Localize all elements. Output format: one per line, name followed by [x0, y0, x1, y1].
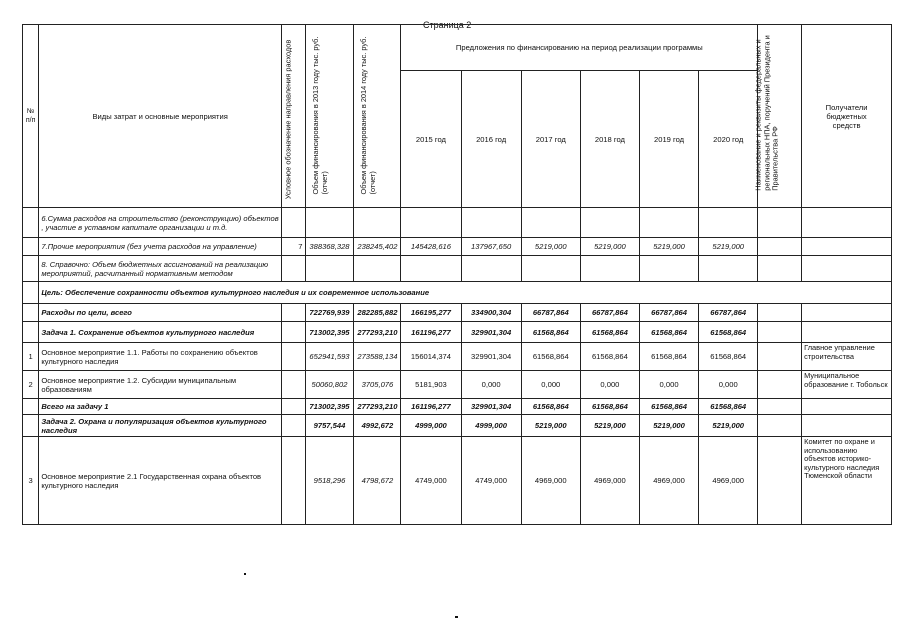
row-value: 66787,864 [521, 304, 580, 322]
row-value: 50060,802 [305, 371, 354, 399]
header-proposals: Предложения по финансированию на период реализации программы [401, 25, 758, 71]
row-recipient: Главное управление строительства [802, 343, 892, 371]
row-value: 5219,000 [580, 415, 639, 437]
row-value [521, 256, 580, 282]
header-num: № п/п [23, 25, 39, 208]
row-value: 61568,864 [699, 343, 758, 371]
row-num [23, 282, 39, 304]
row-value: 0,000 [461, 371, 521, 399]
row-value [639, 256, 698, 282]
row-value: 5219,000 [639, 238, 698, 256]
row-value: 9757,544 [305, 415, 354, 437]
row-value: 713002,395 [305, 322, 354, 343]
row-recipient: Муниципальное образование г. Тобольск [802, 371, 892, 399]
row-num: 2 [23, 371, 39, 399]
row-value: 66787,864 [699, 304, 758, 322]
row-value [580, 256, 639, 282]
row-value: 273588,134 [354, 343, 401, 371]
row-value [401, 208, 461, 238]
header-year-2015: 2015 год [401, 71, 461, 208]
row-value: 722769,939 [305, 304, 354, 322]
row-value: 4749,000 [401, 437, 461, 525]
row-value: 61568,864 [580, 322, 639, 343]
row-value: 4999,000 [461, 415, 521, 437]
header-fin-2014: Объем финансирования в 2014 году тыс. руб.(отчет) [354, 25, 401, 208]
row-recipient [802, 256, 892, 282]
row-value: 61568,864 [639, 322, 698, 343]
row-value: 0,000 [639, 371, 698, 399]
table-row [23, 437, 892, 525]
row-value: 61568,864 [580, 399, 639, 415]
row-value: 137967,650 [461, 238, 521, 256]
row-num [23, 238, 39, 256]
row-recipient [802, 208, 892, 238]
row-value [580, 208, 639, 238]
row-requisites [758, 343, 802, 371]
row-value: 0,000 [699, 371, 758, 399]
row-value: 0,000 [580, 371, 639, 399]
row-name: Основное мероприятие 2.1 Государственная охрана объектов культурного наследия [39, 437, 282, 525]
table-row [23, 208, 892, 238]
row-name: Основное мероприятие 1.2. Субсидии муниципальным образованиям [39, 371, 282, 399]
row-recipient [802, 399, 892, 415]
row-requisites [758, 415, 802, 437]
row-code [282, 322, 305, 343]
row-name: Всего на задачу 1 [39, 399, 282, 415]
scan-mark [455, 616, 458, 618]
header-year-2016: 2016 год [461, 71, 521, 208]
row-recipient [802, 304, 892, 322]
row-recipient [802, 322, 892, 343]
row-recipient [802, 238, 892, 256]
header-year-2020: 2020 год [699, 71, 758, 208]
row-value: 388368,328 [305, 238, 354, 256]
row-value [521, 208, 580, 238]
financing-table [22, 24, 892, 525]
row-name: 8. Справочно: Объем бюджетных ассигнований на реализацию мероприятий, расчитанный нормативным методом [39, 256, 282, 282]
row-value: 329901,304 [461, 399, 521, 415]
row-value [305, 256, 354, 282]
header-year-2018: 2018 год [580, 71, 639, 208]
row-value: 4969,000 [639, 437, 698, 525]
row-code [282, 399, 305, 415]
table-row [23, 322, 892, 343]
row-code [282, 208, 305, 238]
row-num [23, 208, 39, 238]
header-code: Условное обозначение направления расходов [282, 25, 305, 208]
row-value: 4999,000 [401, 415, 461, 437]
table-row [23, 371, 892, 399]
row-value: 61568,864 [699, 322, 758, 343]
row-value: 66787,864 [580, 304, 639, 322]
table-row [23, 415, 892, 437]
row-num [23, 304, 39, 322]
row-value: 61568,864 [639, 343, 698, 371]
row-value: 5219,000 [639, 415, 698, 437]
row-value: 61568,864 [521, 343, 580, 371]
row-value: 0,000 [521, 371, 580, 399]
row-value: 61568,864 [639, 399, 698, 415]
row-value [401, 256, 461, 282]
header-expense-types: Виды затрат и основные мероприятия [39, 25, 282, 208]
row-code [282, 304, 305, 322]
row-value: 5219,000 [521, 238, 580, 256]
row-value: 5219,000 [699, 415, 758, 437]
header-fin-2013: Объем финансирования в 2013 году тыс. руб.(отчет) [305, 25, 354, 208]
row-value: 4969,000 [699, 437, 758, 525]
goal-row [23, 282, 892, 304]
row-name: 7.Прочие мероприятия (без учета расходов на управление) [39, 238, 282, 256]
row-recipient [802, 415, 892, 437]
header-recipients: Получатели бюджетных средств [802, 25, 892, 208]
row-value: 156014,374 [401, 343, 461, 371]
table-row [23, 343, 892, 371]
row-value: 4992,672 [354, 415, 401, 437]
row-value: 5219,000 [521, 415, 580, 437]
row-value: 61568,864 [521, 399, 580, 415]
row-code [282, 256, 305, 282]
goal-title: Цель: Обеспечение сохранности объектов культурного наследия и их современное использование [39, 282, 892, 304]
row-value: 4969,000 [521, 437, 580, 525]
row-value: 4798,672 [354, 437, 401, 525]
row-value: 61568,864 [521, 322, 580, 343]
row-value: 334900,304 [461, 304, 521, 322]
table-row [23, 399, 892, 415]
row-value: 652941,593 [305, 343, 354, 371]
row-num: 1 [23, 343, 39, 371]
row-value: 4749,000 [461, 437, 521, 525]
row-code [282, 415, 305, 437]
row-value: 238245,402 [354, 238, 401, 256]
header-requisites: Наименование и реквизиты федеральных и региональных НПА, поручений Президента и Правительства РФ [758, 25, 802, 208]
row-value: 66787,864 [639, 304, 698, 322]
row-value [354, 208, 401, 238]
row-requisites [758, 322, 802, 343]
row-recipient: Комитет по охране и использованию объектов историко-культурного наследия Тюменской области [802, 437, 892, 525]
row-requisites [758, 371, 802, 399]
row-code [282, 371, 305, 399]
table-row [23, 238, 892, 256]
row-value [305, 208, 354, 238]
page-label: Страница 2 [423, 20, 472, 30]
row-num [23, 256, 39, 282]
row-value: 282285,882 [354, 304, 401, 322]
row-requisites [758, 256, 802, 282]
row-value [354, 256, 401, 282]
row-requisites [758, 399, 802, 415]
row-value [699, 208, 758, 238]
row-num [23, 322, 39, 343]
row-name: Задача 2. Охрана и популяризация объектов культурного наследия [39, 415, 282, 437]
table-row [23, 304, 892, 322]
row-value: 61568,864 [580, 343, 639, 371]
row-value: 3705,076 [354, 371, 401, 399]
row-value: 329901,304 [461, 322, 521, 343]
row-num [23, 415, 39, 437]
row-value [639, 208, 698, 238]
row-code: 7 [282, 238, 305, 256]
row-num [23, 399, 39, 415]
table-row [23, 256, 892, 282]
row-name: Расходы по цели, всего [39, 304, 282, 322]
row-value: 5219,000 [580, 238, 639, 256]
row-value: 277293,210 [354, 322, 401, 343]
row-value: 713002,395 [305, 399, 354, 415]
row-code [282, 437, 305, 525]
row-requisites [758, 208, 802, 238]
row-requisites [758, 437, 802, 525]
row-value: 5219,000 [699, 238, 758, 256]
row-value: 5181,903 [401, 371, 461, 399]
row-value [461, 256, 521, 282]
row-code [282, 343, 305, 371]
row-value: 161196,277 [401, 399, 461, 415]
row-value: 4969,000 [580, 437, 639, 525]
row-value: 161196,277 [401, 322, 461, 343]
scan-mark [244, 573, 246, 575]
row-requisites [758, 304, 802, 322]
row-value: 329901,304 [461, 343, 521, 371]
header-year-2019: 2019 год [639, 71, 698, 208]
row-name: 6.Сумма расходов на строительство (реконструкцию) объектов , участие в уставном капитале организации и т.д. [39, 208, 282, 238]
row-name: Основное мероприятие 1.1. Работы по сохранению объектов культурного наследия [39, 343, 282, 371]
row-num: 3 [23, 437, 39, 525]
header-year-2017: 2017 год [521, 71, 580, 208]
row-name: Задача 1. Сохранение объектов культурного наследия [39, 322, 282, 343]
row-value: 166195,277 [401, 304, 461, 322]
row-value: 61568,864 [699, 399, 758, 415]
row-value: 277293,210 [354, 399, 401, 415]
row-value: 9518,296 [305, 437, 354, 525]
row-value: 145428,616 [401, 238, 461, 256]
row-requisites [758, 238, 802, 256]
row-value [461, 208, 521, 238]
row-value [699, 256, 758, 282]
